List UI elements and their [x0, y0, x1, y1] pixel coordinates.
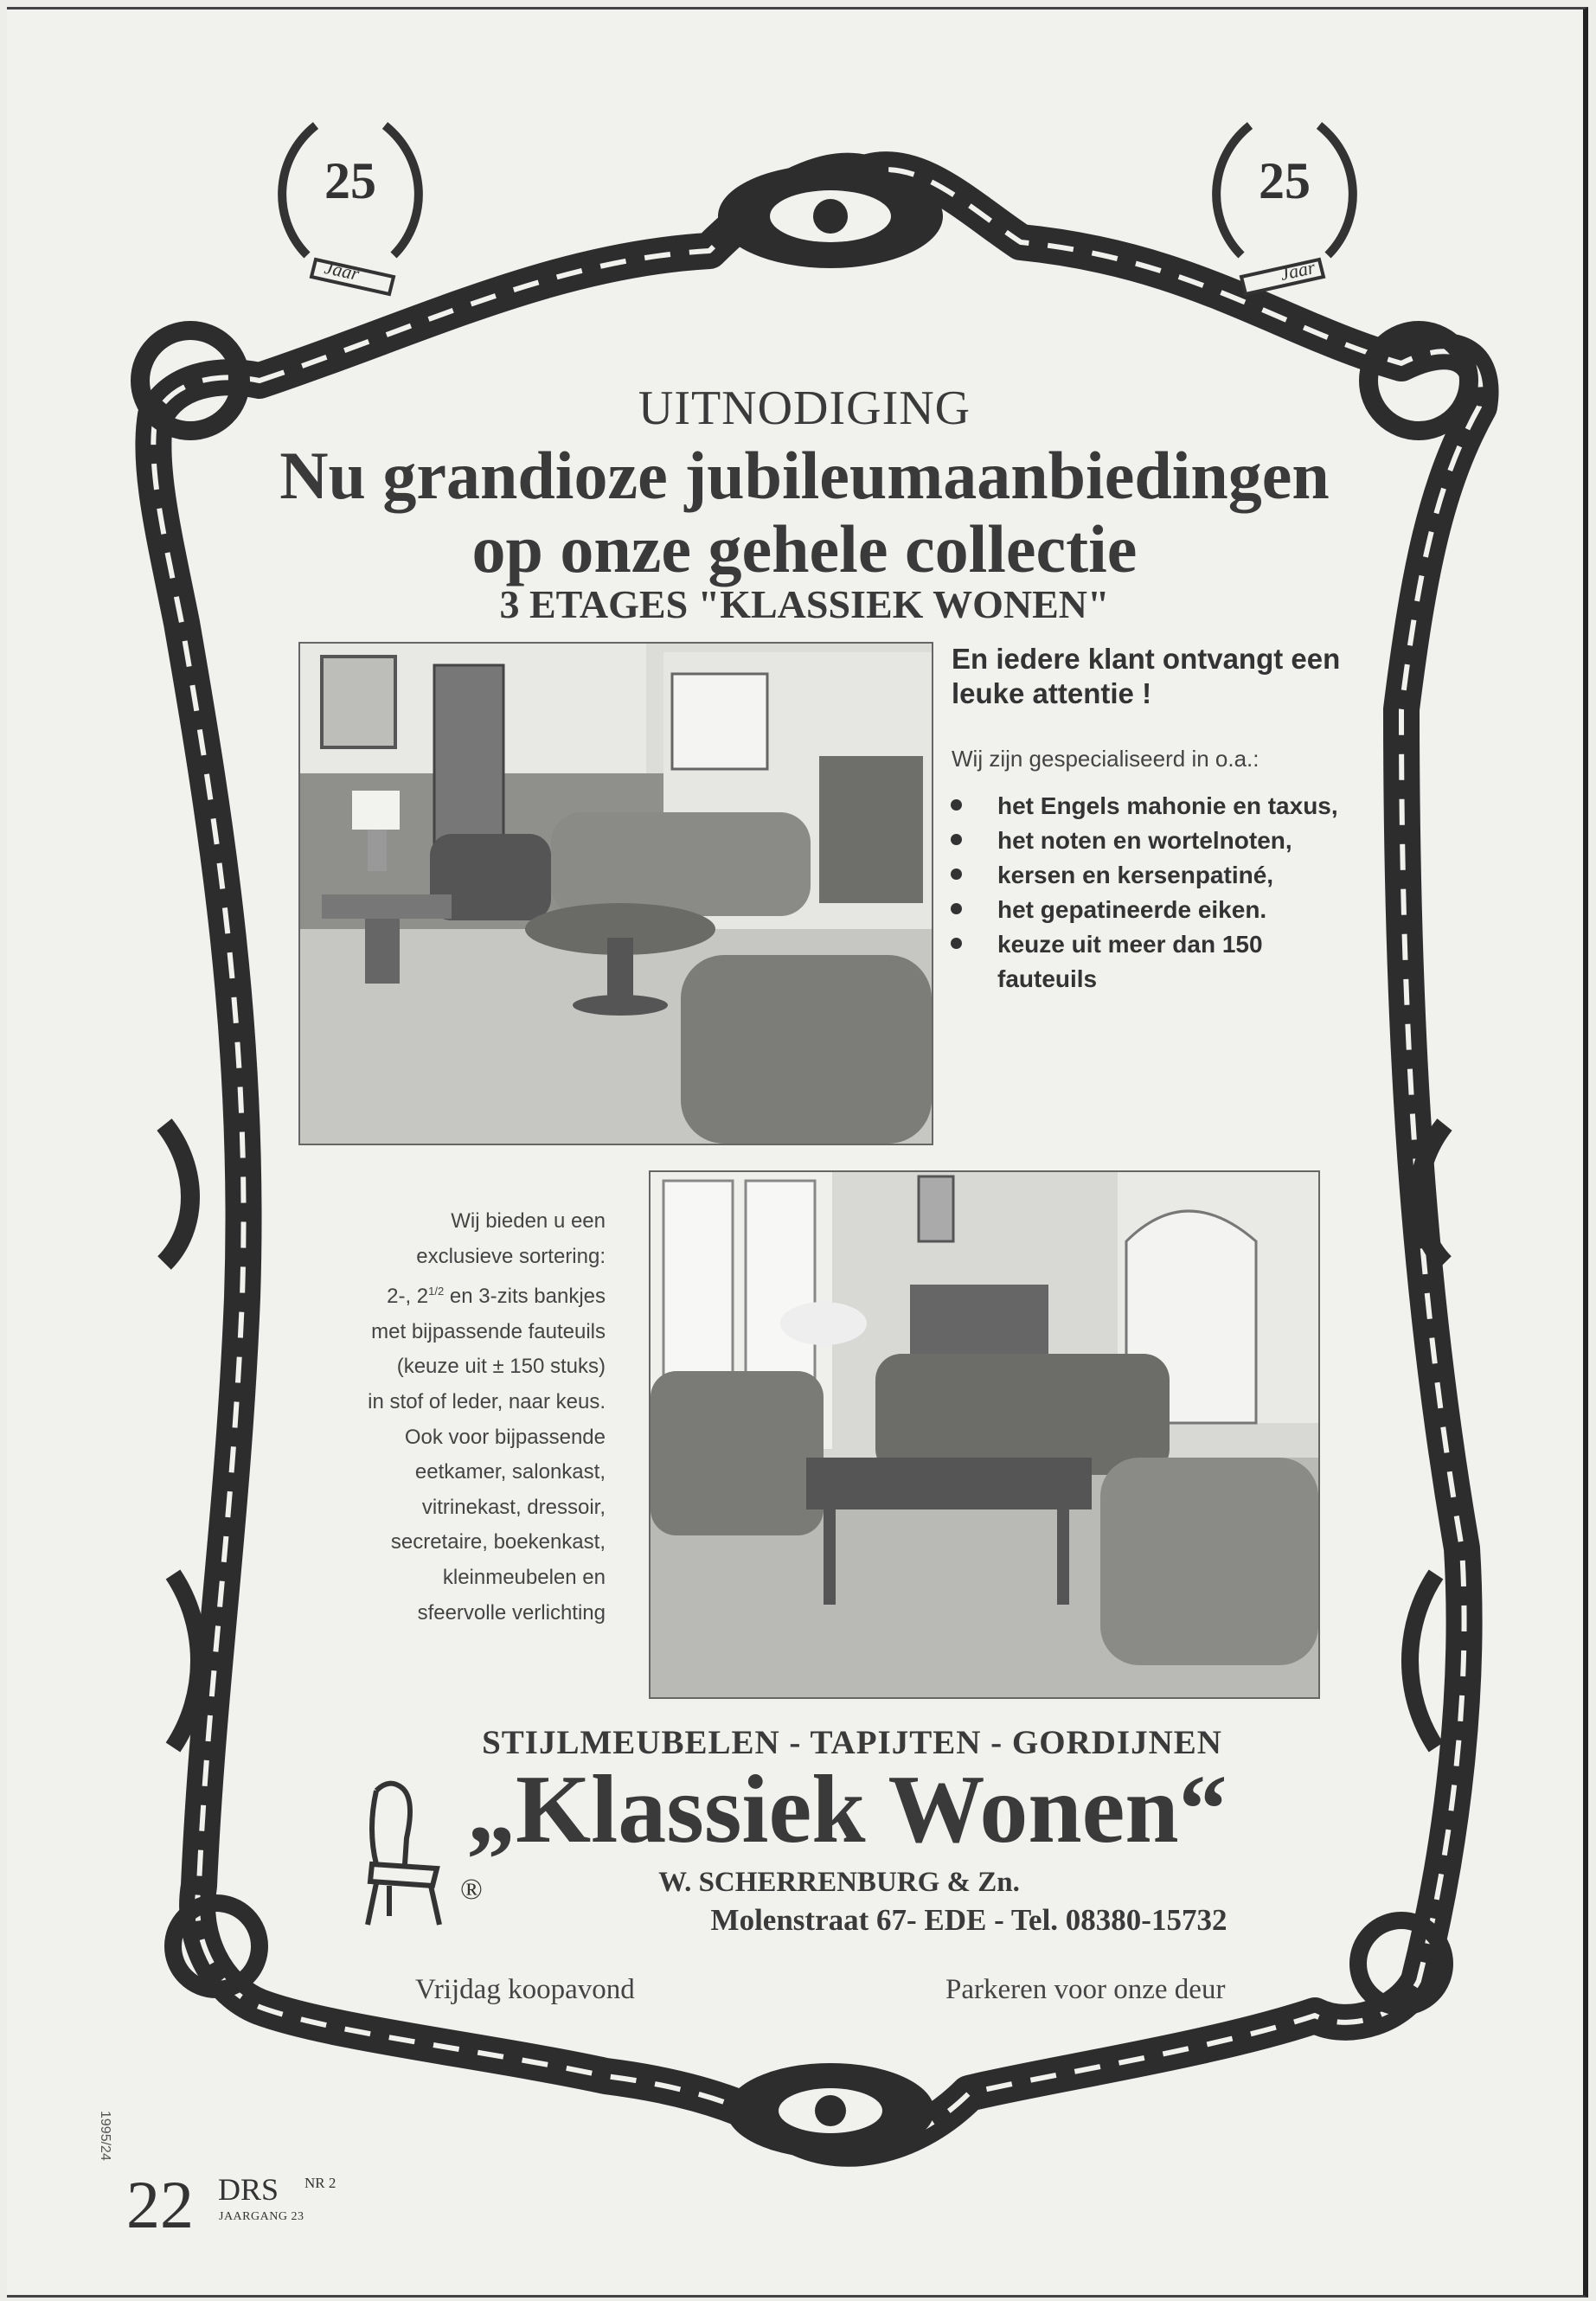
bullet-icon: [951, 938, 962, 949]
etages-heading: 3 ETAGES "KLASSIEK WONEN": [499, 582, 1110, 626]
list-item: keuze uit meer dan 150 fauteuils: [947, 927, 1362, 997]
magazine-name: DRS: [218, 2172, 279, 2207]
intro-text: En iedere klant ontvangt een leuke attentie !: [952, 643, 1341, 709]
specialization-list: [947, 789, 1362, 997]
list-item: het noten en wortelnoten,: [947, 824, 1362, 858]
page-number: 22: [126, 2167, 194, 2242]
issue-number: NR 2: [304, 2175, 337, 2191]
store-address: Molenstraat 67- EDE - Tel. 08380-15732: [710, 1903, 1227, 1937]
bullet-icon: [951, 868, 962, 880]
headline-line-2: op onze gehele collectie: [471, 511, 1138, 586]
volume: JAARGANG 23: [219, 2210, 304, 2223]
anniversary-badge-left: [264, 108, 437, 307]
parking-note: Parkeren voor onze deur: [945, 1974, 1226, 2005]
bullet-icon: [951, 834, 962, 845]
shopping-evening: Vrijdag koopavond: [415, 1974, 635, 2005]
ad-code: 1995/24: [98, 2111, 112, 2161]
invitation-heading: UITNODIGING: [638, 381, 971, 435]
list-item: kersen en kersenpatiné,: [947, 858, 1362, 893]
list-item: het Engels mahonie en taxus,: [947, 789, 1362, 824]
list-item: het gepatineerde eiken.: [947, 893, 1362, 927]
offer-text: Wij bieden u een exclusieve sortering: 2-, $2^{1/2}$ en 3-zits bankjes met bijpassende fauteuils (keuze uit ± 150 stuks) in stof of leder, naar keus. Ook voor bijpassende eetkamer, salonkast, vitrinekast, dressoir, secretaire, boekenkast, kleinmeubelen en sfeervolle verlichting: [368, 1209, 606, 1625]
store-categories: STIJLMEUBELEN - TAPIJTEN - GORDIJNEN: [482, 1724, 1222, 1761]
anniversary-number: 25: [1259, 152, 1311, 209]
chair-icon: [355, 1778, 450, 1929]
showroom-photo-2: [649, 1170, 1320, 1699]
anniversary-number: 25: [324, 152, 376, 209]
registered-mark: ®: [460, 1874, 483, 1906]
anniversary-label: Jaar: [1278, 256, 1317, 285]
bullet-icon: [951, 903, 962, 914]
bullet-icon: [951, 799, 962, 811]
specialization-lead: Wij zijn gespecialiseerd in o.a.:: [952, 746, 1259, 772]
store-name: „Klassiek Wonen“: [467, 1756, 1227, 1863]
chair-logo: [355, 1778, 450, 1929]
anniversary-badge-right: [1198, 108, 1371, 307]
store-owner: W. SCHERRENBURG & Zn.: [658, 1867, 1020, 1898]
headline-line-1: Nu grandioze jubileumaanbiedingen: [279, 438, 1330, 513]
showroom-photo-1: [298, 642, 933, 1145]
anniversary-label: Jaar: [322, 256, 362, 285]
